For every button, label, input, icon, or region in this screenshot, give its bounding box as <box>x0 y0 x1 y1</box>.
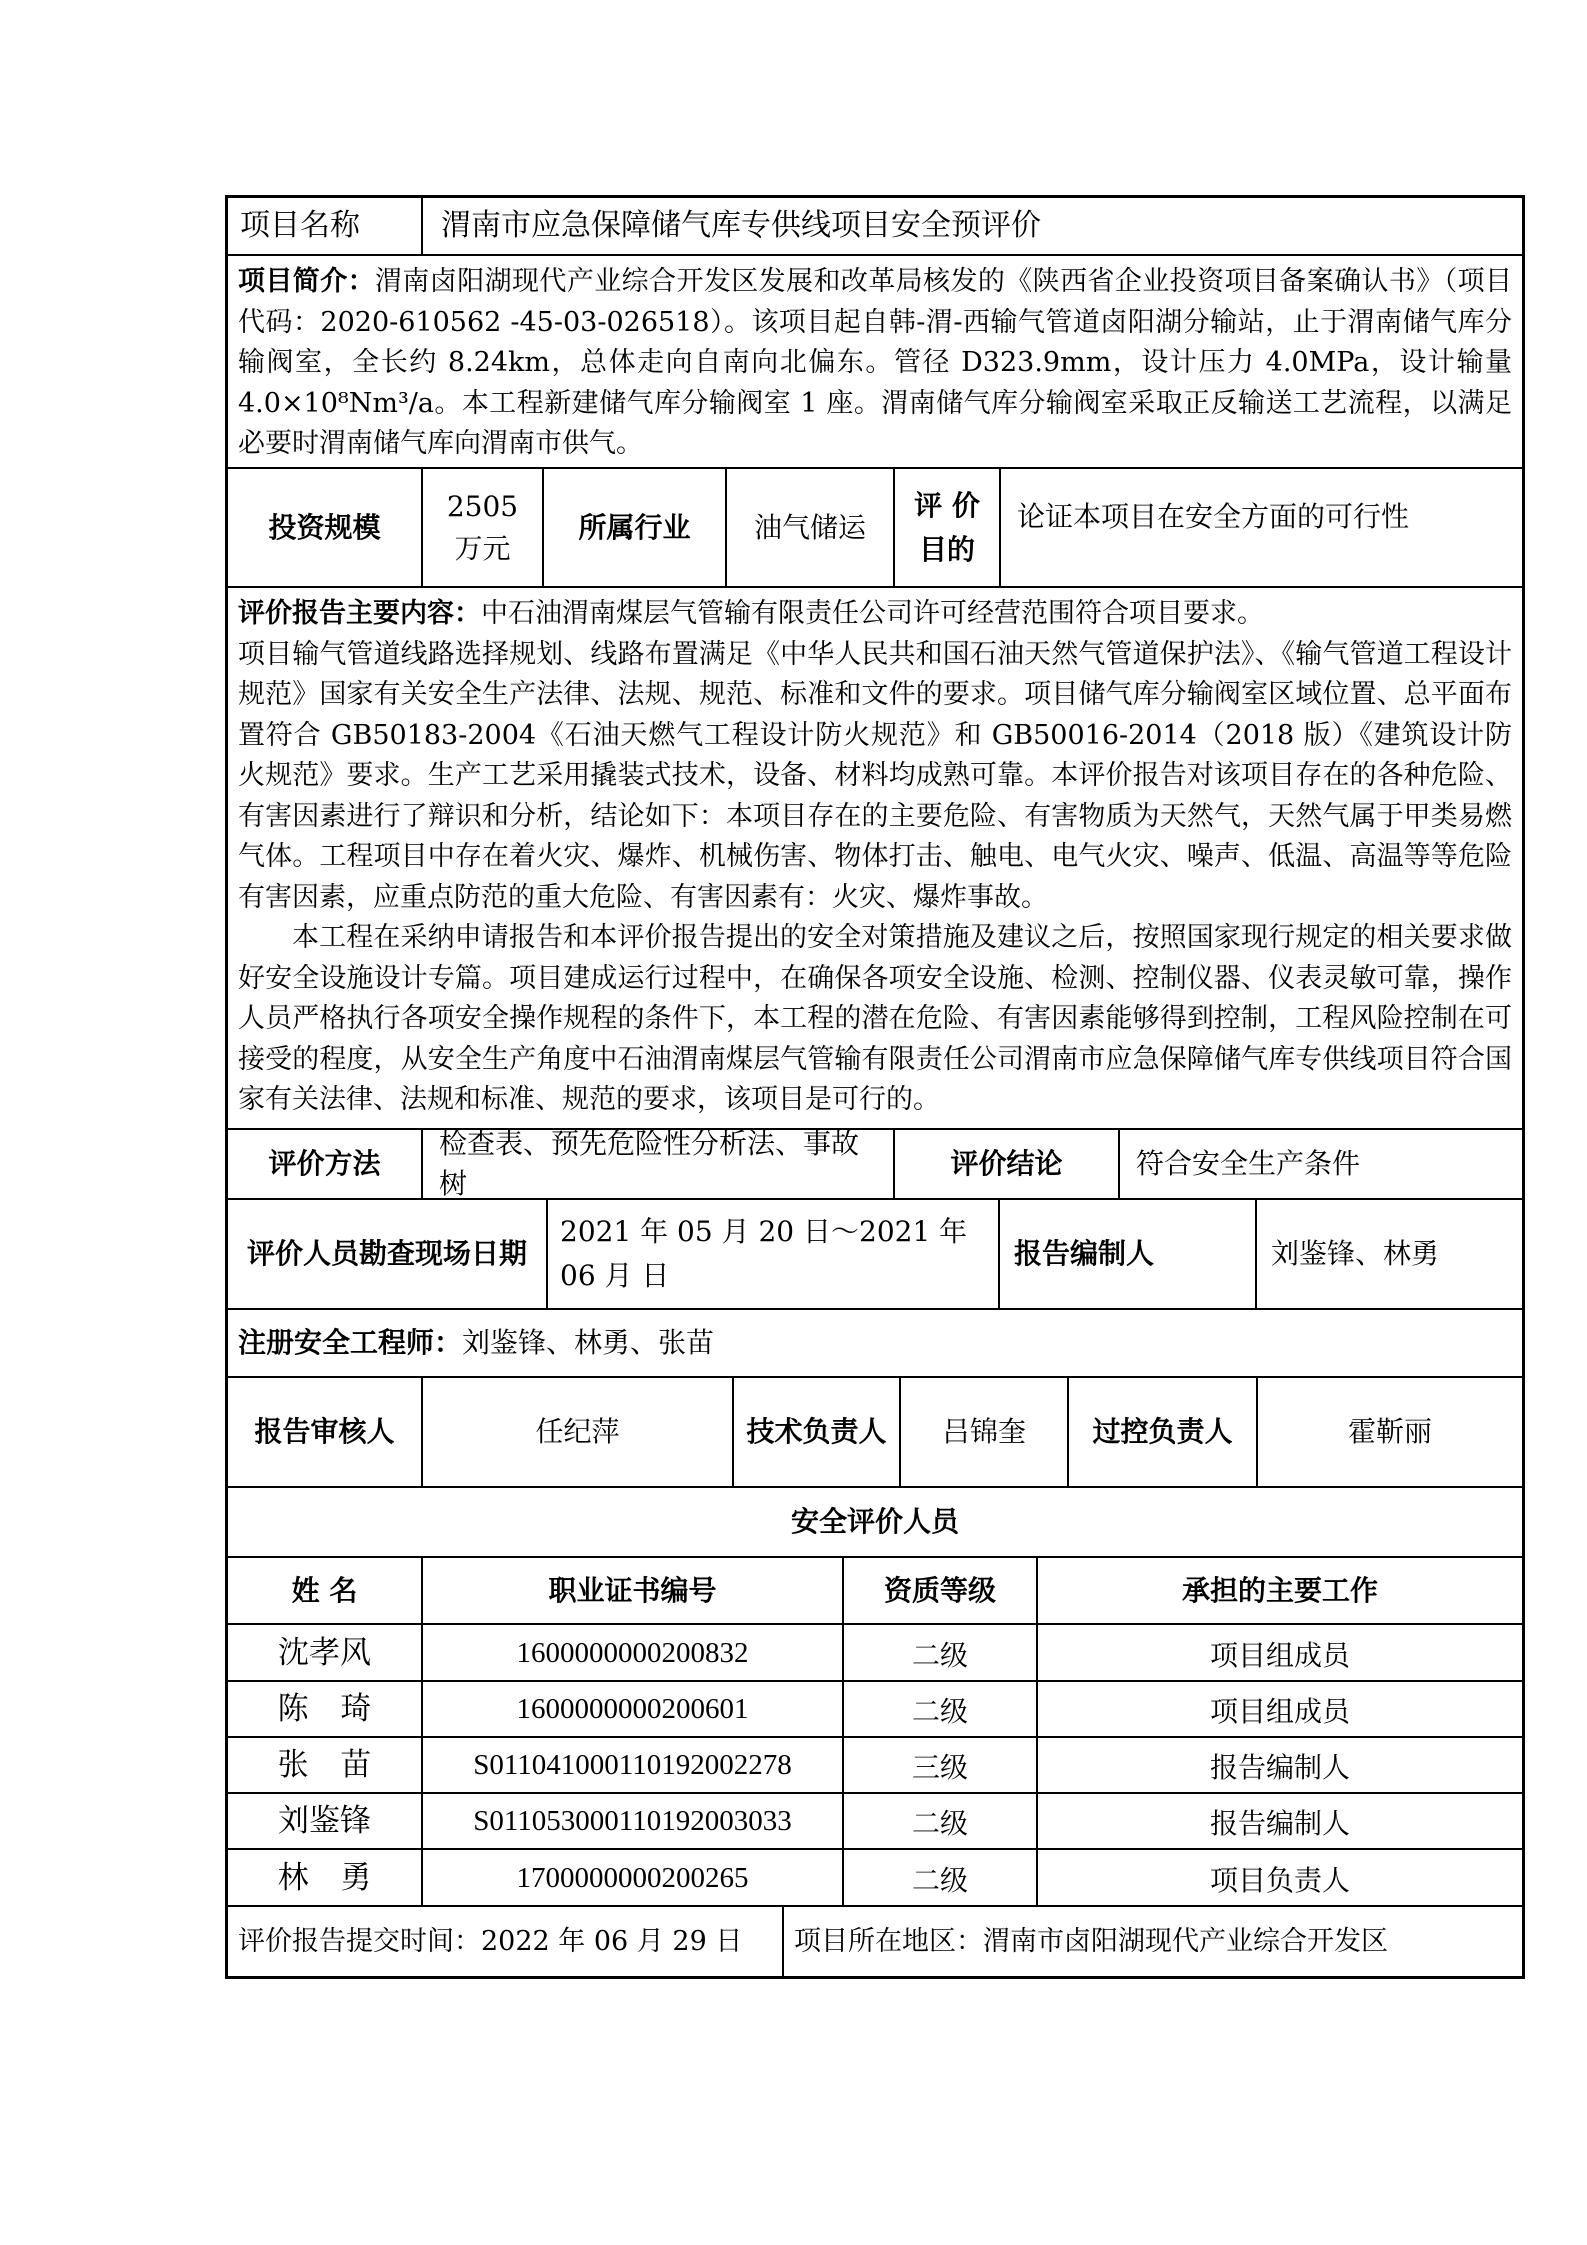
conclusion-value: 符合安全生产条件 <box>1136 1147 1361 1180</box>
reviewer-value: 任纪萍 <box>423 1378 734 1486</box>
report-line1 <box>238 594 1512 635</box>
table-row <box>228 1738 1522 1794</box>
author-label: 报告编制人 <box>1000 1200 1257 1308</box>
report-para2: 项目输气管道线路选择规划、线路布置满足《中华人民共和国石油天然气管道保护法》、《输气管道工程设计规范》国家有关安全生产法律、法规、规范、标准和文件的要求。项目储气库分输阀室区域位置、总平面布置符合 GB50183-2004《石油天燃气工程设计防火规范》和 GB50016-2014（2018 版）《建筑设计防火规范》要求。生产工艺采用撬装式技术，设备、材料均成熟可靠。本评价报告对该项目存在的各种危险、有害因素进行了辩识和分析，结论如下：本项目存在的主要危险、有害物质为天然气，天然气属于甲类易燃气体。工程项目中存在着火灾、爆炸、机械伤害、物体打击、触电、电气火灾、噪声、低温、高温等等危险有害因素，应重点防范的重大危险、有害因素有：火灾、爆炸事故。 <box>238 638 1512 913</box>
industry-value: 油气储运 <box>727 469 895 586</box>
reviewer-label: 报告审核人 <box>228 1378 423 1486</box>
staff-header-cert: 职业证书编号 <box>423 1558 844 1623</box>
investment-row <box>228 469 1522 588</box>
process-lead-label: 过控负责人 <box>1069 1378 1258 1486</box>
investment-scale-label: 投资规模 <box>228 469 423 586</box>
report-line1-text: 中石油渭南煤层气管输有限责任公司许可经营范围符合项目要求。 <box>481 598 1264 629</box>
staff-work: 项目负责人 <box>1209 1864 1350 1897</box>
method-value: 检查表、预先危险性分析法、事故树 <box>423 1130 895 1198</box>
process-lead-value: 霍靳丽 <box>1347 1415 1432 1448</box>
footer-row <box>228 1907 1522 1976</box>
staff-cert: 1600000000200601 <box>423 1682 844 1736</box>
evaluation-summary-table <box>225 195 1525 1979</box>
staff-header-level: 资质等级 <box>844 1558 1038 1623</box>
tech-lead-label: 技术负责人 <box>734 1378 901 1486</box>
investment-scale-value: 2505 万元 <box>423 469 544 586</box>
project-name-label: 项目名称 <box>228 198 423 254</box>
staff-title-row <box>228 1488 1522 1558</box>
author-value: 刘鉴锋、林勇 <box>1271 1237 1440 1270</box>
conclusion-label: 评价结论 <box>895 1130 1120 1198</box>
staff-level: 二级 <box>844 1682 1038 1736</box>
report-para3: 本工程在采纳申请报告和本评价报告提出的安全对策措施及建议之后，按照国家现行规定的相关要求做好安全设施设计专篇。项目建成运行过程中，在确保各项安全设施、检测、控制仪器、仪表灵敏可靠，操作人员严格执行各项安全操作规程的条件下，本工程的潜在危险、有害因素能够得到控制，工程风险控制在可接受的程度，从安全生产角度中石油渭南煤层气管输有限责任公司渭南市应急保障储气库专供线项目符合国家有关法律、法规和标准、规范的要求，该项目是可行的。 <box>238 922 1512 1115</box>
table-row <box>228 1625 1522 1682</box>
project-intro <box>228 256 1522 467</box>
project-intro-label: 项目简介： <box>238 266 376 297</box>
report-content <box>228 588 1522 1128</box>
table-row <box>228 1682 1522 1738</box>
staff-level: 二级 <box>844 1850 1038 1905</box>
project-intro-text: 渭南卤阳湖现代产业综合开发区发展和改革局核发的《陕西省企业投资项目备案确认书》（项目代码：2020-610562 -45-03-026518）。该项目起自韩-渭-西输气管道卤阳湖分输站，止于渭南储气库分输阀室，全长约 8.24km，总体走向自南向北偏东。管径 D323.9mm，设计压力 4.0MPa，设计输量 4.0×10⁸Nm³/a。本工程新建储气库分输阀室 1 座。渭南储气库分输阀室采取正反输送工艺流程，以满足必要时渭南储气库向渭南市供气。 <box>238 266 1513 459</box>
engineers-label: 注册安全工程师： <box>238 1326 463 1359</box>
staff-work: 报告编制人 <box>1209 1807 1350 1840</box>
staff-title: 安全评价人员 <box>790 1505 959 1538</box>
staff-header-work: 承担的主要工作 <box>1181 1573 1378 1607</box>
report-content-label: 评价报告主要内容： <box>238 598 481 629</box>
staff-level: 二级 <box>844 1625 1038 1680</box>
method-label: 评价方法 <box>228 1130 423 1198</box>
industry-label: 所属行业 <box>544 469 727 586</box>
staff-name: 沈孝风 <box>228 1625 423 1680</box>
table-row <box>228 1850 1522 1907</box>
survey-date-value: 2021 年 05 月 20 日～2021 年 06 月 日 <box>548 1200 1000 1308</box>
staff-header-row <box>228 1558 1522 1625</box>
survey-row <box>228 1200 1522 1310</box>
staff-cert: S011041000110192002278 <box>423 1738 844 1792</box>
staff-header-name: 姓 名 <box>228 1558 423 1623</box>
engineers-cell <box>228 1310 1522 1376</box>
engineers-value: 刘鉴锋、林勇、张苗 <box>462 1326 715 1359</box>
tech-lead-value: 吕锦奎 <box>901 1378 1069 1486</box>
project-intro-row <box>228 256 1522 469</box>
staff-work: 项目组成员 <box>1209 1695 1350 1728</box>
purpose-label: 评 价 目的 <box>895 469 1001 586</box>
staff-work: 报告编制人 <box>1209 1751 1350 1784</box>
purpose-value: 论证本项目在安全方面的可行性 <box>1017 500 1410 533</box>
staff-name: 张 苗 <box>228 1738 423 1792</box>
staff-work: 项目组成员 <box>1209 1639 1350 1672</box>
staff-level: 三级 <box>844 1738 1038 1792</box>
staff-name: 林 勇 <box>228 1850 423 1905</box>
staff-cert: S011053000110192003033 <box>423 1794 844 1848</box>
method-row <box>228 1127 1522 1200</box>
report-content-row <box>228 588 1522 1130</box>
staff-name: 陈 琦 <box>228 1682 423 1736</box>
engineers-row <box>228 1310 1522 1378</box>
staff-name: 刘鉴锋 <box>228 1794 423 1848</box>
survey-date-label: 评价人员勘查现场日期 <box>228 1200 548 1308</box>
project-name-value: 渭南市应急保障储气库专供线项目安全预评价 <box>441 208 1041 243</box>
staff-cert: 1700000000200265 <box>423 1850 844 1905</box>
staff-level: 二级 <box>844 1794 1038 1848</box>
review-row <box>228 1378 1522 1488</box>
project-location: 项目所在地区：渭南市卤阳湖现代产业综合开发区 <box>794 1925 1388 1957</box>
submit-date: 评价报告提交时间：2022 年 06 月 29 日 <box>228 1907 784 1976</box>
table-row <box>228 1794 1522 1850</box>
project-name-row <box>228 198 1522 256</box>
staff-cert: 1600000000200832 <box>423 1625 844 1680</box>
